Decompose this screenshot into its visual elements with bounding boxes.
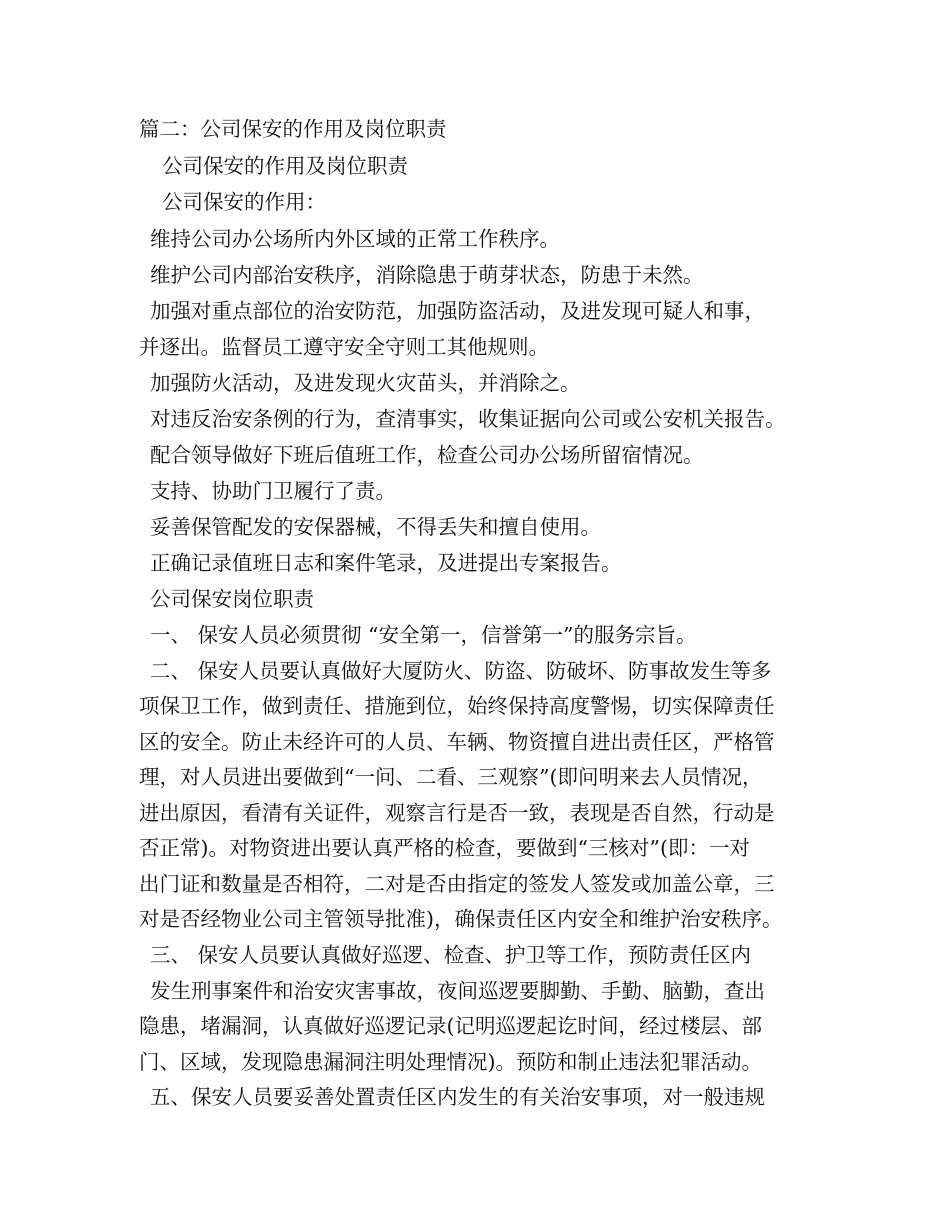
duty-line: 出门证和数量是否相符，二对是否由指定的签发人签发或加盖公章，三 xyxy=(139,872,775,896)
duty-line: 五、保安人员要妥善处置责任区内发生的有关治安事项，对一般违规 xyxy=(150,1085,765,1109)
role-item: 妥善保管配发的安保器械，不得丢失和擅自使用。 xyxy=(150,515,601,539)
document-subheading: 公司保安的作用及岗位职责 xyxy=(162,154,408,178)
role-item: 维持公司办公场所内外区域的正常工作秩序。 xyxy=(150,227,560,251)
duty-line: 否正常)。对物资进出要认真严格的检查，要做到“三核对”(即：一对 xyxy=(139,836,750,860)
role-item: 支持、协助门卫履行了责。 xyxy=(150,479,396,503)
duty-line: 项保卫工作，做到责任、措施到位，始终保持高度警惕，切实保障责任 xyxy=(139,694,775,718)
duty-line: 对是否经物业公司主管领导批准)，确保责任区内安全和维护治安秩序。 xyxy=(139,907,783,931)
duty-line: 理，对人员进出要做到“一问、二看、三观察”(即问明来去人员情况， xyxy=(139,765,763,789)
document-heading: 篇二：公司保安的作用及岗位职责 xyxy=(139,117,447,141)
duty-line: 一、 保安人员必须贯彻 “安全第一，信誉第一”的服务宗旨。 xyxy=(150,623,697,647)
duty-line: 隐患，堵漏洞，认真做好巡逻记录(记明巡逻起讫时间，经过楼层、部 xyxy=(139,1014,762,1038)
role-item: 加强防火活动，及进发现火灾苗头，并消除之。 xyxy=(150,371,581,395)
duty-line: 三、 保安人员要认真做好巡逻、检查、护卫等工作，预防责任区内 xyxy=(150,943,752,967)
duty-line: 发生刑事案件和治安灾害事故，夜间巡逻要脚勤、手勤、脑勤，查出 xyxy=(150,979,765,1003)
duty-line: 门、区域，发现隐患漏洞注明处理情况)。预防和制止违法犯罪活动。 xyxy=(139,1050,762,1074)
role-item: 配合领导做好下班后值班工作，检查公司办公场所留宿情况。 xyxy=(150,443,704,467)
role-item: 加强对重点部位的治安防范，加强防盗活动，及进发现可疑人和事， xyxy=(150,299,765,323)
duty-line: 进出原因，看清有关证件，观察言行是否一致，表现是否自然，行动是 xyxy=(139,801,775,825)
role-item-continued: 并逐出。监督员工遵守安全守则工其他规则。 xyxy=(139,335,549,359)
duty-line: 区的安全。防止未经许可的人员、车辆、物资擅自进出责任区，严格管 xyxy=(139,730,775,754)
role-item: 对违反治安条例的行为，查清事实，收集证据向公司或公安机关报告。 xyxy=(150,407,786,431)
role-item: 维护公司内部治安秩序，消除隐患于萌芽状态，防患于未然。 xyxy=(150,263,704,287)
duty-line: 二、 保安人员要认真做好大厦防火、防盗、防破坏、防事故发生等多 xyxy=(150,659,772,683)
section-title-duties: 公司保安岗位职责 xyxy=(150,587,314,611)
role-item: 正确记录值班日志和案件笔录，及进提出专案报告。 xyxy=(150,551,622,575)
section-title-roles: 公司保安的作用： xyxy=(162,190,326,214)
